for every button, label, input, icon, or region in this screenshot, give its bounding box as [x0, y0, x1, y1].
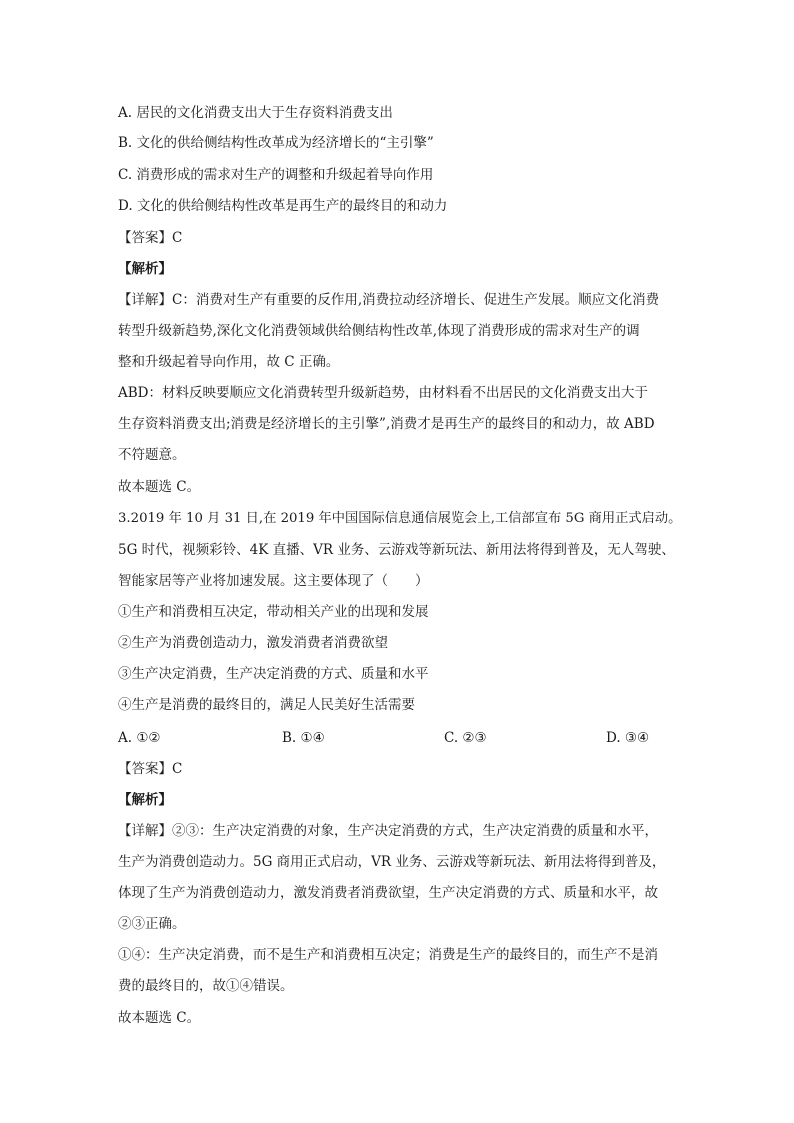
q3-item-2: ②生产为消费创造动力，激发消费者消费欲望: [118, 635, 388, 651]
q3-conclusion: 故本题选 C。: [118, 1010, 201, 1026]
q3-detail-line-3: 体现了生产为消费创造动力，激发消费者消费欲望，生产决定消费的方式、质量和水平，故: [118, 885, 658, 901]
q3-detail-line-2: 生产为消费创造动力。5G 商用正式启动，VR 业务、云游戏等新玩法、新用法将得到普及，: [118, 854, 666, 870]
q3-stem-line-1: 3.2019 年 10 月 31 日,在 2019 年中国国际信息通信展览会上,工信部宣布 5G 商用正式启动。: [118, 511, 682, 526]
q3-choice-b: B. ①④: [282, 730, 325, 746]
q2-option-c: C. 消费形成的需求对生产的调整和升级起着导向作用: [118, 167, 434, 183]
q3-item-3: ③生产决定消费，生产决定消费的方式、质量和水平: [118, 666, 429, 682]
q3-wrong-line-1: ①④：生产决定消费，而不是生产和消费相互决定；消费是生产的最终目的，而生产不是消: [118, 947, 658, 963]
q2-option-b: B. 文化的供给侧结构性改革成为经济增长的“主引擎”: [118, 135, 434, 151]
q2-detail-line-3: 整和升级起着导向作用，故 C 正确。: [118, 354, 340, 370]
q2-option-d: D. 文化的供给侧结构性改革是再生产的最终目的和动力: [118, 198, 448, 214]
q3-item-4: ④生产是消费的最终目的，满足人民美好生活需要: [118, 697, 415, 713]
q2-abd-line-3: 不符题意。: [118, 447, 186, 463]
q2-conclusion: 故本题选 C。: [118, 479, 201, 495]
q3-choice-a: A. ①②: [118, 730, 161, 746]
q3-stem-line-3: 智能家居等产业将加速发展。这主要体现了（ ）: [118, 573, 429, 589]
q3-stem-line-2: 5G 时代，视频彩铃、4K 直播、VR 业务、云游戏等新玩法、新用法将得到普及，无人驾驶、: [118, 542, 675, 558]
q3-choice-c: C. ②③: [444, 730, 487, 746]
q3-detail-line-4: ②③正确。: [118, 916, 186, 932]
q3-item-1: ①生产和消费相互决定，带动相关产业的出现和发展: [118, 604, 429, 620]
q2-answer: 【答案】C: [118, 230, 183, 246]
q2-option-a: A. 居民的文化消费支出大于生存资料消费支出: [118, 105, 393, 121]
q3-wrong-line-2: 费的最终目的，故①④错误。: [118, 978, 294, 994]
q3-choice-d: D. ③④: [606, 730, 650, 746]
q3-choices: [118, 729, 688, 747]
q2-abd-line-1: ABD：材料反映要顺应文化消费转型升级新趋势，由材料看不出居民的文化消费支出大于: [118, 385, 648, 401]
q3-detail-line-1: 【详解】②③：生产决定消费的对象，生产决定消费的方式，生产决定消费的质量和水平，: [118, 823, 658, 839]
q2-detail-line-1: 【详解】C：消费对生产有重要的反作用,消费拉动经济增长、促进生产发展。顺应文化消费: [118, 292, 660, 308]
q2-detail-line-2: 转型升级新趋势,深化文化消费领域供给侧结构性改革,体现了消费形成的需求对生产的调: [118, 323, 640, 339]
q3-analysis-heading: 【解析】: [118, 792, 172, 808]
q2-analysis-heading: 【解析】: [118, 261, 172, 277]
q3-answer: 【答案】C: [118, 761, 183, 777]
q2-abd-line-2: 生存资料消费支出;消费是经济增长的主引擎”,消费才是再生产的最终目的和动力，故 ABD: [118, 416, 655, 432]
